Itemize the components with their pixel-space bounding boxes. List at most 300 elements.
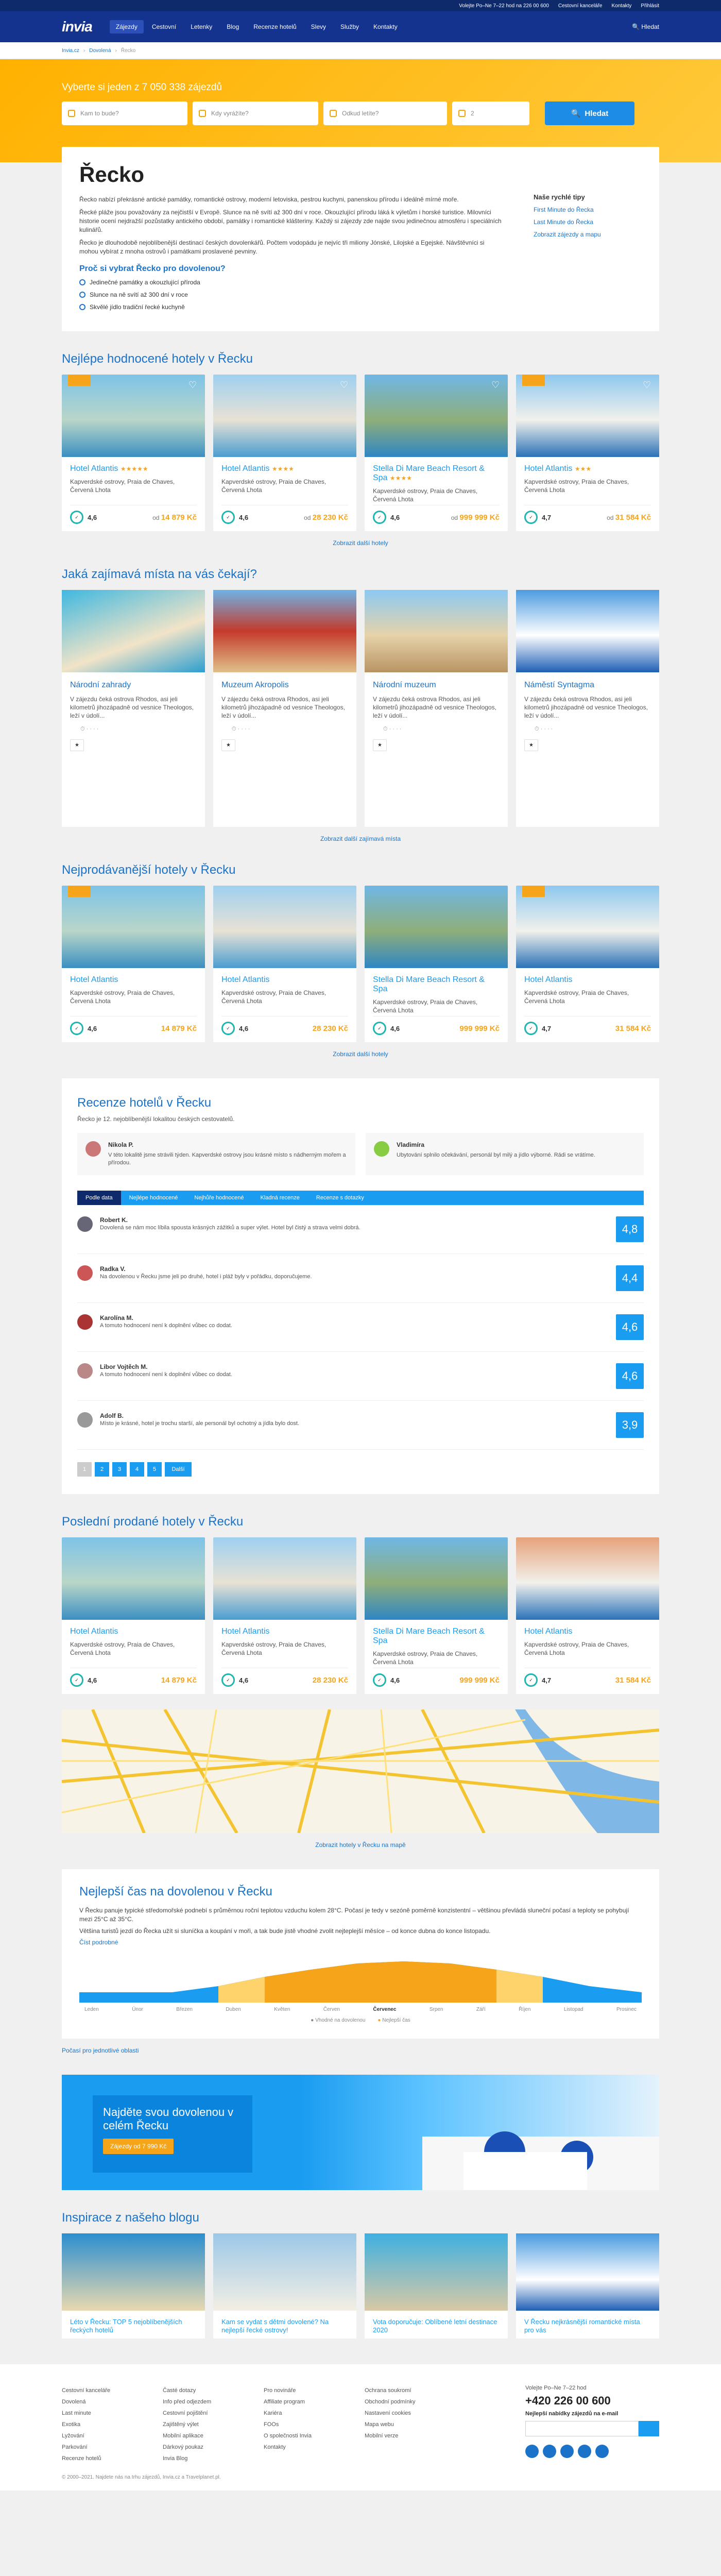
footer	[0, 2364, 721, 2490]
review-item	[77, 1254, 644, 1303]
nav-search-label: Hledat	[641, 23, 659, 30]
hotel-card[interactable]	[62, 1537, 205, 1694]
review-tabs	[77, 1191, 644, 1205]
hotel-rating: 4,6	[390, 513, 400, 521]
nav-item-flights[interactable]: Letenky	[191, 23, 213, 30]
deal-badge	[522, 375, 545, 386]
tab-with-questions[interactable]: Recenze s dotazky	[316, 1195, 364, 1201]
nav-item-reviews[interactable]: Recenze hotelů	[253, 23, 297, 30]
quick-tip-link[interactable]: Zobrazit zájezdy a mapu	[534, 231, 601, 238]
page-button[interactable]: 4	[130, 1462, 144, 1477]
map-graphic	[62, 1709, 659, 1833]
stars: ★★★★★	[120, 465, 148, 472]
place-desc: V zájezdu čeká ostrova Rhodos, asi jeli kilometrů jihozápadně od vesnice Theologos, leží v údolí...	[373, 696, 496, 719]
hotel-name: Stella Di Mare Beach Resort & Spa ★★★★	[373, 464, 485, 482]
footer-phone[interactable]: +420 226 00 600	[525, 2394, 611, 2407]
promo-banner[interactable]	[62, 2075, 659, 2190]
nav-search[interactable]: 🔍 Hledat	[632, 23, 659, 30]
hotel-card[interactable]	[365, 1537, 508, 1694]
review-text: A tomuto hodnocení není k doplnění vůbec co dodat.	[100, 1323, 232, 1329]
hotel-image	[365, 1537, 508, 1620]
place-desc: V zájezdu čeká ostrova Rhodos, asi jeli kilometrů jihozápadně od vesnice Theologos, leží v údolí...	[70, 696, 194, 719]
place-card[interactable]	[365, 590, 508, 827]
footer-link[interactable]: Dovolená	[62, 2399, 86, 2405]
footer-link[interactable]: Cestovní pojištění	[163, 2410, 208, 2416]
place-image	[516, 590, 659, 672]
rating-circle-icon: ✓	[524, 511, 538, 524]
hotel-rating: 4,6	[88, 513, 97, 521]
why-heading: Proč si vybrat Řecko pro dovolenou?	[79, 264, 226, 273]
map[interactable]	[62, 1709, 659, 1833]
place-meta: ⏱ · · · ·	[232, 726, 250, 732]
footer-link[interactable]: Kariéra	[264, 2410, 282, 2416]
hotel-location: Kapverdské ostrovy, Praia de Chaves, Červená Lhota	[70, 1641, 175, 1656]
hotel-location: Kapverdské ostrovy, Praia de Chaves, Červená Lhota	[221, 989, 327, 1005]
hotel-price: 999 999 Kč	[459, 1024, 500, 1033]
footer-link[interactable]: Zajištěný výlet	[163, 2421, 199, 2428]
hotel-price: 28 230 Kč	[312, 1675, 348, 1685]
hotel-location: Kapverdské ostrovy, Praia de Chaves, Červená Lhota	[70, 989, 175, 1005]
facebook-icon[interactable]	[525, 2445, 539, 2458]
nav-item-blog[interactable]: Blog	[227, 23, 239, 30]
deal-badge	[68, 886, 91, 897]
hotel-name: Hotel Atlantis ★★★	[524, 464, 592, 473]
avatar	[77, 1265, 93, 1281]
blog-post-title: V Řecku nejkrásnější romantické místa pro vás	[524, 2318, 640, 2334]
search-button[interactable]: 🔍 Hledat	[545, 101, 634, 125]
tag[interactable]: ★	[70, 739, 84, 751]
reviews-title: Recenze hotelů v Řecku	[77, 1096, 212, 1110]
footer-link[interactable]: Časté dotazy	[163, 2387, 196, 2394]
hotel-card[interactable]	[516, 1537, 659, 1694]
people-count: 2	[471, 110, 474, 117]
review-item	[77, 1401, 644, 1450]
hotel-rating: 4,7	[542, 1024, 552, 1032]
hotel-name: Hotel Atlantis ★★★★	[221, 464, 294, 473]
stars: ★★★	[574, 465, 592, 472]
hotel-name: Hotel Atlantis ★★★★★	[70, 464, 148, 473]
hotel-rating: 4,6	[390, 1024, 400, 1032]
featured-review	[366, 1133, 644, 1175]
footer-link[interactable]: Obchodní podmínky	[365, 2399, 416, 2405]
blog-card[interactable]	[213, 2233, 356, 2338]
hotel-image	[62, 886, 205, 968]
footer-link[interactable]: Mobilní aplikace	[163, 2433, 203, 2439]
nav-item-travel[interactable]: Cestovní	[151, 23, 177, 30]
footer-link[interactable]: O společnosti Invia	[264, 2433, 312, 2439]
place-name: Muzeum Akropolis	[221, 681, 289, 689]
avatar	[77, 1363, 93, 1379]
banner-box	[93, 2095, 252, 2173]
rating-circle-icon: ✓	[70, 1673, 83, 1687]
rating-circle-icon: ✓	[524, 1022, 538, 1035]
hotel-location: Kapverdské ostrovy, Praia de Chaves, Červená Lhota	[373, 998, 478, 1014]
footer-link[interactable]: Invia Blog	[163, 2455, 188, 2462]
menu	[110, 20, 632, 33]
hotel-price: 999 999 Kč	[459, 1675, 500, 1685]
deal-badge	[522, 886, 545, 897]
avatar	[77, 1216, 93, 1232]
place-meta: ⏱ · · · ·	[383, 726, 402, 732]
date-placeholder: Kdy vyrážíte?	[211, 110, 249, 117]
youtube-icon[interactable]	[578, 2445, 591, 2458]
place-card[interactable]	[516, 590, 659, 827]
best-time-p2: Většina turistů jezdí do Řecka užít si sluníčka a koupání v moři, a tak bude jistě vhodné zvolit nejteplejší měsíce – od konce dubna do konce listopadu.	[79, 1927, 491, 1935]
search-form	[62, 101, 659, 125]
review-score: 4,6	[616, 1314, 644, 1340]
hotel-name: Hotel Atlantis	[221, 975, 270, 984]
nav-item-tours[interactable]: Zájezdy	[110, 20, 144, 33]
instagram-icon[interactable]	[560, 2445, 574, 2458]
people-field[interactable]	[452, 101, 529, 125]
breadcrumb-home[interactable]: Invia.cz	[62, 47, 79, 54]
place-name: Náměstí Syntagma	[524, 681, 595, 689]
tag[interactable]: ★	[524, 739, 538, 751]
hotel-image	[516, 886, 659, 968]
destination-field[interactable]	[62, 101, 187, 125]
pagination	[77, 1462, 644, 1477]
reviewer-name: Adolf B.	[100, 1412, 124, 1419]
hotel-name: Hotel Atlantis	[70, 975, 118, 984]
footer-link[interactable]: Mapa webu	[365, 2421, 394, 2428]
hero-title: Vyberte si jeden z 7 050 338 zájezdů	[62, 82, 222, 93]
rating-circle-icon: ✓	[70, 1022, 83, 1035]
reason-item: Jedinečné památky a okouzlující příroda	[79, 279, 503, 286]
best-time-section	[62, 1869, 659, 2039]
footer-col	[365, 2385, 455, 2464]
stars: ★★★★	[389, 474, 412, 482]
calendar-icon	[199, 110, 206, 117]
review-text: Na dovolenou v Řecku jsme jeli po druhé, hotel i pláž byly v pořádku, doporučujeme.	[100, 1274, 312, 1280]
place-meta: ⏱ · · · ·	[535, 726, 553, 732]
footer-link[interactable]: Recenze hotelů	[62, 2455, 101, 2462]
tab-by-date[interactable]: Podle data	[77, 1191, 121, 1205]
nav-item-contacts[interactable]: Kontakty	[373, 23, 398, 30]
hotel-rating: 4,6	[239, 1676, 249, 1684]
footer-col	[163, 2385, 253, 2464]
review-text: Ubytování splnilo očekávání, personál byl milý a jídlo výborné. Rádi se vrátíme.	[397, 1152, 595, 1158]
review-score: 3,9	[616, 1412, 644, 1438]
reason-item: Slunce na ně svítí až 300 dní v roce	[79, 291, 503, 298]
banner-button[interactable]: Zájezdy od 7 990 Kč	[103, 2139, 174, 2154]
blog-image	[62, 2233, 205, 2311]
departure-placeholder: Odkud letíte?	[342, 110, 379, 117]
hotel-image	[516, 1537, 659, 1620]
hotel-location: Kapverdské ostrovy, Praia de Chaves, Červená Lhota	[373, 1650, 478, 1666]
newsletter-input[interactable]	[525, 2421, 639, 2436]
heart-icon[interactable]: ♡	[643, 380, 651, 390]
reviewer-name: Robert K.	[100, 1216, 128, 1224]
hours-text: Volejte Po–Ne 7–22 hod na 226 00 600	[459, 3, 549, 9]
departure-field[interactable]	[323, 101, 447, 125]
hotel-card[interactable]	[62, 375, 205, 531]
hotel-card[interactable]	[516, 375, 659, 531]
intro-paragraph-3: Řecko je dlouhodobě nejoblíbenější destinací českých dovolenkářů. Počtem vodopádu je nejvíc tři miliony Jónské, Lilojské a Egejské. Návštěvníci si mohou vybírat z mnoha ostrovů i památkami proslavené pevniny.	[79, 239, 485, 255]
heart-icon[interactable]: ♡	[491, 380, 500, 390]
hotel-location: Kapverdské ostrovy, Praia de Chaves, Červená Lhota	[524, 989, 629, 1005]
hotel-image	[365, 886, 508, 968]
review-score: 4,8	[616, 1216, 644, 1242]
more-hotels-link[interactable]: Zobrazit další hotely	[333, 539, 388, 547]
reviews-subtitle: Řecko je 12. nejoblíbenější lokalitou českých cestovatelů.	[77, 1115, 235, 1123]
footer-link[interactable]: Cestovní kanceláře	[62, 2387, 111, 2394]
stars: ★★★★	[271, 465, 294, 472]
hotel-card[interactable]	[516, 886, 659, 1042]
hotel-image	[516, 375, 659, 457]
main-nav	[0, 11, 721, 42]
place-card[interactable]	[213, 590, 356, 827]
footer-link[interactable]: Pro novináře	[264, 2387, 296, 2394]
contact-link[interactable]: Kontakty	[611, 3, 632, 9]
review-score: 4,4	[616, 1265, 644, 1291]
nav-item-deals[interactable]: Slevy	[311, 23, 326, 30]
newsletter-submit-button[interactable]	[639, 2421, 659, 2436]
hotel-image	[62, 1537, 205, 1620]
hotel-price: 31 584 Kč	[615, 1675, 651, 1685]
page-button[interactable]: 2	[95, 1462, 109, 1477]
hotel-location: Kapverdské ostrovy, Praia de Chaves, Červená Lhota	[221, 1641, 327, 1656]
months-axis: Leden Únor Březen Duben Květen Červen Červenec Srpen Září Říjen Listopad Prosinec	[84, 2007, 637, 2012]
place-name: Národní muzeum	[373, 681, 436, 689]
hotel-location: Kapverdské ostrovy, Praia de Chaves, Červená Lhota	[221, 478, 327, 494]
hotel-image	[213, 375, 356, 457]
hotel-price: od 999 999 Kč	[451, 513, 500, 522]
blog-post-title: Kam se vydat s dětmi dovolené? Na nejlepší řecké ostrovy!	[221, 2318, 329, 2334]
blog-grid	[62, 2233, 659, 2338]
rating-circle-icon: ✓	[221, 1022, 235, 1035]
copyright: © 2000–2021. Najdete nás na trhu zájezdů, Invia.cz a Travelplanet.pl.	[62, 2475, 221, 2480]
hotel-price: od 28 230 Kč	[304, 513, 348, 522]
place-image	[365, 590, 508, 672]
review-text: Místo je krásné, hotel je trochu starší, ale personál byl ochotný a jídla bylo dost.	[100, 1420, 300, 1427]
place-desc: V zájezdu čeká ostrova Rhodos, asi jeli kilometrů jihozápadně od vesnice Theologos, leží v údolí...	[524, 696, 648, 719]
review-text: V této lokalitě jsme strávili týden. Kapverdské ostrovy jsou krásné místo s nádherným mořem a přírodou.	[108, 1152, 346, 1166]
hotel-image	[213, 886, 356, 968]
tag[interactable]: ★	[221, 739, 235, 751]
quick-tip-link[interactable]: First Minute do Řecka	[534, 206, 594, 213]
footer-contact	[525, 2385, 659, 2464]
footer-hours: Volejte Po–Ne 7–22 hod	[525, 2385, 587, 2391]
hotel-price: 14 879 Kč	[161, 1024, 197, 1033]
footer-link[interactable]: Info před odjezdem	[163, 2399, 212, 2405]
rating-circle-icon: ✓	[524, 1673, 538, 1687]
map-link[interactable]: Zobrazit hotely v Řecku na mapě	[315, 1841, 406, 1849]
weather-link[interactable]: Počasí pro jednotlivé oblasti	[62, 2047, 139, 2054]
last-sold-title: Poslední prodané hotely v Řecku	[62, 1515, 244, 1529]
footer-link[interactable]: Exotika	[62, 2421, 81, 2428]
hotel-rating: 4,7	[542, 513, 552, 521]
more-bestsellers-link[interactable]: Zobrazit další hotely	[333, 1050, 388, 1058]
pinterest-icon[interactable]	[595, 2445, 609, 2458]
hotel-location: Kapverdské ostrovy, Praia de Chaves, Červená Lhota	[373, 487, 478, 503]
top-bar	[0, 0, 721, 11]
top-hotels-grid	[62, 375, 659, 531]
blog-card[interactable]	[62, 2233, 205, 2338]
banner-title: Najděte svou dovolenou v celém Řecku	[103, 2106, 234, 2132]
blog-post-title: Léto v Řecku: TOP 5 nejoblíbenějších řeckých hotelů	[70, 2318, 182, 2334]
hotel-price: 28 230 Kč	[312, 1024, 348, 1033]
pin-icon	[68, 110, 75, 117]
deal-badge	[68, 375, 91, 386]
hotel-image	[365, 375, 508, 457]
hotel-price: 31 584 Kč	[615, 1024, 651, 1033]
people-icon	[458, 110, 466, 117]
hotel-name: Hotel Atlantis	[524, 975, 573, 984]
hotel-name: Hotel Atlantis	[524, 1627, 573, 1636]
hotel-card[interactable]	[62, 886, 205, 1042]
footer-col	[264, 2385, 354, 2464]
review-item	[77, 1352, 644, 1401]
breadcrumb: Invia.cz › Dovolená › Řecko	[0, 42, 721, 59]
avatar	[374, 1141, 389, 1157]
hotel-card[interactable]	[213, 375, 356, 531]
footer-link[interactable]: FOOs	[264, 2421, 279, 2428]
review-text: A tomuto hodnocení není k doplnění vůbec co dodat.	[100, 1371, 232, 1378]
travel-agencies-link[interactable]: Cestovní kanceláře	[558, 3, 603, 9]
date-field[interactable]	[193, 101, 318, 125]
avatar	[85, 1141, 101, 1157]
destination-placeholder: Kam to bude?	[80, 110, 119, 117]
featured-review	[77, 1133, 355, 1175]
review-text: Dovolená se nám moc líbila spousta krásných zážitků a super výlet. Hotel byl čistý a strava velmi dobrá.	[100, 1225, 360, 1231]
reviewer-name: Libor Vojtěch M.	[100, 1363, 148, 1370]
hotel-card[interactable]	[213, 1537, 356, 1694]
reviewer-name: Nikola P.	[108, 1141, 134, 1148]
chart-legend: ● Vhodné na dovolenou ● Nejlepší čas	[311, 2018, 410, 2023]
footer-link[interactable]: Kontakty	[264, 2444, 286, 2450]
hotel-card[interactable]	[365, 375, 508, 531]
intro-paragraph-1: Řecko nabízí překrásné antické památky, romantické ostrovy, moderní letoviska, pestrou kuchyni, panenskou přírodu i ideálně mírné moře.	[79, 196, 459, 203]
breadcrumb-holiday[interactable]: Dovolená	[89, 47, 111, 54]
tab-best[interactable]: Nejlépe hodnocené	[129, 1195, 178, 1201]
hotel-card[interactable]	[213, 886, 356, 1042]
reviewer-name: Vladimíra	[397, 1141, 425, 1148]
rating-circle-icon: ✓	[373, 1673, 386, 1687]
place-name: Národní zahrady	[70, 681, 131, 689]
blog-image	[516, 2233, 659, 2311]
hotel-image	[213, 1537, 356, 1620]
blog-title: Inspirace z našeho blogu	[62, 2211, 199, 2225]
page-button[interactable]: 1	[77, 1462, 92, 1477]
page-button[interactable]: 3	[112, 1462, 127, 1477]
reviewer-name: Karolína M.	[100, 1314, 133, 1321]
hotel-rating: 4,7	[542, 1676, 552, 1684]
blog-image	[213, 2233, 356, 2311]
heart-icon[interactable]: ♡	[340, 380, 349, 390]
hotel-name: Stella Di Mare Beach Resort & Spa	[373, 975, 485, 993]
hotel-price: od 14 879 Kč	[152, 513, 197, 522]
tab-worst[interactable]: Nejhůře hodnocené	[194, 1195, 244, 1201]
last-sold-grid	[62, 1537, 659, 1694]
more-places-link[interactable]: Zobrazit další zajímavá místa	[320, 835, 401, 842]
footer-link[interactable]: Nastavení cookies	[365, 2410, 411, 2416]
login-link[interactable]: Přihlásit	[641, 3, 659, 9]
next-page-button[interactable]: Další	[165, 1462, 192, 1477]
rating-circle-icon: ✓	[373, 1022, 386, 1035]
tab-positive[interactable]: Kladná recenze	[260, 1195, 300, 1201]
quick-tip-link[interactable]: Last Minute do Řecka	[534, 218, 594, 226]
breadcrumb-current: Řecko	[121, 47, 136, 54]
best-time-p1: V Řecku panuje typické středomořské podnebí s průměrnou roční teplotou vzduchu kolem 28°C. Počasí je tedy v sezóně poměrně konzistentní – většinou převládá sluneční počasí a teploty se pohybují mezi 25°C až 35°C.	[79, 1907, 629, 1923]
review-item	[77, 1205, 644, 1254]
read-more-link[interactable]: Číst podrobné	[79, 1939, 118, 1946]
hotel-image	[62, 375, 205, 457]
logo[interactable]: invia	[62, 19, 92, 35]
blog-card[interactable]	[516, 2233, 659, 2338]
page-button[interactable]: 5	[147, 1462, 162, 1477]
reviewer-name: Radka V.	[100, 1265, 126, 1273]
twitter-icon[interactable]	[543, 2445, 556, 2458]
quick-tips-title: Naše rychlé tipy	[534, 193, 585, 201]
top-hotels-title: Nejlépe hodnocené hotely v Řecku	[62, 352, 253, 366]
hotel-rating: 4,6	[88, 1676, 97, 1684]
places-grid	[62, 590, 659, 827]
footer-link[interactable]: Lyžování	[62, 2433, 84, 2439]
bestsellers-grid	[62, 886, 659, 1042]
place-card[interactable]	[62, 590, 205, 827]
hotel-card[interactable]	[365, 886, 508, 1042]
tag[interactable]: ★	[373, 739, 387, 751]
nav-item-services[interactable]: Služby	[340, 23, 359, 30]
search-button-label: Hledat	[585, 109, 609, 118]
footer-link[interactable]: Affiliate program	[264, 2399, 305, 2405]
place-meta: ⏱ · · · ·	[80, 726, 99, 732]
reason-item: Skvělé jídlo tradiční řecké kuchyně	[79, 303, 503, 311]
quick-tips	[534, 162, 642, 316]
season-chart	[79, 1956, 642, 2003]
intro-paragraph-2: Řecké pláže jsou považovány za nejčistší v Evropě. Slunce na ně svítí až 300 dní v roce. Okouzlující přírodu láká k výletům i horské turistice. Milovníci historie ocení nejdražší pozůstatky antického období, památky i romantické klášteriny. Každý si zájezdy zde najde svou jedinečnou atmosféru i speciálních kulinářů.	[79, 209, 502, 233]
hotel-location: Kapverdské ostrovy, Praia de Chaves, Červená Lhota	[524, 1641, 629, 1656]
blog-card[interactable]	[365, 2233, 508, 2338]
rating-circle-icon: ✓	[70, 511, 83, 524]
place-image	[62, 590, 205, 672]
hotel-rating: 4,6	[239, 1024, 249, 1032]
blog-image	[365, 2233, 508, 2311]
footer-link[interactable]: Ochrana soukromí	[365, 2387, 411, 2394]
rating-circle-icon: ✓	[373, 511, 386, 524]
hotel-price: 14 879 Kč	[161, 1675, 197, 1685]
footer-link[interactable]: Parkování	[62, 2444, 88, 2450]
review-score: 4,6	[616, 1363, 644, 1389]
review-item	[77, 1303, 644, 1352]
footer-link[interactable]: Dárkový poukaz	[163, 2444, 203, 2450]
hotel-location: Kapverdské ostrovy, Praia de Chaves, Červená Lhota	[70, 478, 175, 494]
hotel-rating: 4,6	[390, 1676, 400, 1684]
blog-post-title: Vota doporučuje: Oblíbené letní destinace 2020	[373, 2318, 497, 2334]
hotel-name: Hotel Atlantis	[70, 1627, 118, 1636]
footer-link[interactable]: Mobilní verze	[365, 2433, 399, 2439]
rating-circle-icon: ✓	[221, 511, 235, 524]
hotel-rating: 4,6	[239, 513, 249, 521]
heart-icon[interactable]: ♡	[188, 380, 197, 390]
footer-link[interactable]: Last minute	[62, 2410, 91, 2416]
hotel-price: od 31 584 Kč	[607, 513, 651, 522]
avatar	[77, 1314, 93, 1330]
hotel-location: Kapverdské ostrovy, Praia de Chaves, Červená Lhota	[524, 478, 629, 494]
places-title: Jaká zajímavá místa na vás čekají?	[62, 567, 257, 581]
place-desc: V zájezdu čeká ostrova Rhodos, asi jeli kilometrů jihozápadně od vesnice Theologos, leží v údolí...	[221, 696, 345, 719]
hotel-name: Stella Di Mare Beach Resort & Spa	[373, 1627, 485, 1645]
plane-icon	[330, 110, 337, 117]
best-time-title: Nejlepší čas na dovolenou v Řecku	[79, 1885, 272, 1899]
intro-section	[62, 147, 659, 331]
footer-col	[62, 2385, 152, 2464]
hotel-rating: 4,6	[88, 1024, 97, 1032]
avatar	[77, 1412, 93, 1428]
page-title: Řecko	[79, 162, 145, 187]
bestsellers-title: Nejprodávanější hotely v Řecku	[62, 863, 236, 877]
reviews-section	[62, 1078, 659, 1494]
